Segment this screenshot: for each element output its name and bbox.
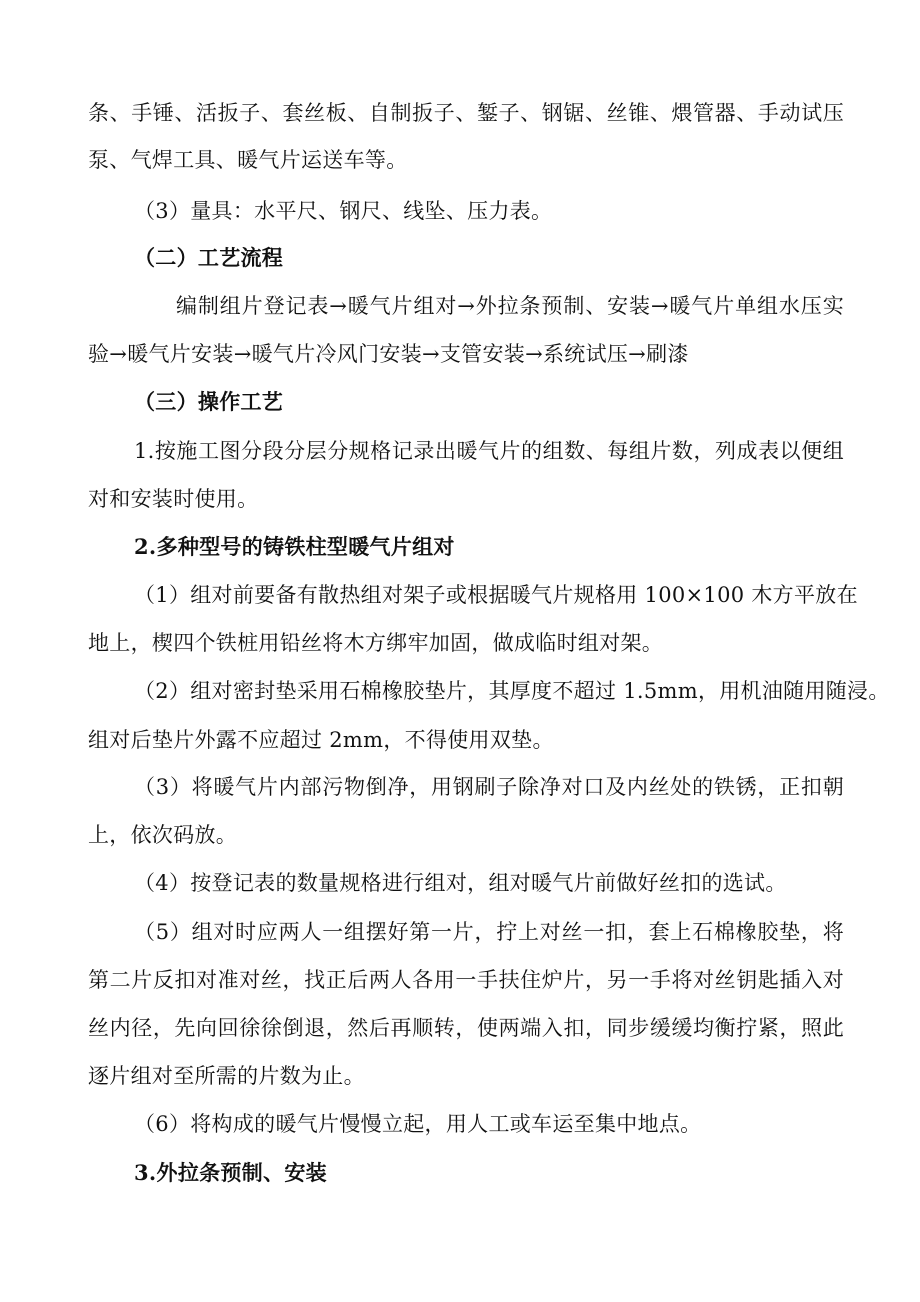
item-5-line-4: 逐片组对至所需的片数为止。 [88, 1064, 365, 1088]
tools-list-line-2: 泵、气焊工具、暖气片运送车等。 [88, 148, 408, 172]
item-6-line: （6）将构成的暖气片慢慢立起，用人工或车运至集中地点。 [134, 1112, 702, 1136]
step-1-line-1: 1.按施工图分段分层分规格记录出暖气片的组数、每组片数，列成表以便组 [134, 439, 844, 463]
item-2-line-1: （2）组对密封垫采用石棉橡胶垫片，其厚度不超过 1.5mm，用机油随用随浸。 [134, 679, 890, 703]
item-2-line-2: 组对后垫片外露不应超过 2mm，不得使用双垫。 [88, 728, 554, 752]
step-2-heading: 2.多种型号的铸铁柱型暖气片组对 [134, 534, 455, 559]
step-3-heading: 3.外拉条预制、安装 [134, 1160, 327, 1185]
process-flow-line-2: 验→暖气片安装→暖气片冷风门安装→支管安装→系统试压→刷漆 [88, 342, 689, 366]
item-4-line: （4）按登记表的数量规格进行组对，组对暖气片前做好丝扣的选试。 [134, 871, 787, 895]
item-3-line-2: 上，依次码放。 [88, 823, 238, 847]
item-1-line-1: （1）组对前要备有散热组对架子或根据暖气片规格用 100×100 木方平放在 [134, 583, 858, 607]
section-heading-process-flow: （二）工艺流程 [134, 245, 284, 270]
tools-list-line-1: 条、手锤、活扳子、套丝板、自制扳子、錾子、钢锯、丝锥、煨管器、手动试压 [88, 101, 844, 125]
item-5-line-1: （5）组对时应两人一组摆好第一片，拧上对丝一扣，套上石棉橡胶垫，将 [134, 920, 844, 944]
step-1-line-2: 对和安装时使用。 [88, 487, 259, 511]
item-1-line-2: 地上，楔四个铁桩用铅丝将木方绑牢加固，做成临时组对架。 [88, 631, 664, 655]
process-flow-line-1: 编制组片登记表→暖气片组对→外拉条预制、安装→暖气片单组水压实 [176, 294, 844, 318]
item-3-line-1: （3）将暖气片内部污物倒净，用钢刷子除净对口及内丝处的铁锈，正扣朝 [134, 775, 844, 799]
measuring-tools-item: （3）量具：水平尺、钢尺、线坠、压力表。 [134, 199, 553, 223]
section-heading-operation: （三）操作工艺 [134, 389, 284, 414]
item-5-line-3: 丝内径，先向回徐徐倒退，然后再顺转，使两端入扣，同步缓缓均衡拧紧，照此 [88, 1016, 844, 1040]
item-5-line-2: 第二片反扣对准对丝，找正后两人各用一手扶住炉片，另一手将对丝钥匙插入对 [88, 968, 844, 992]
